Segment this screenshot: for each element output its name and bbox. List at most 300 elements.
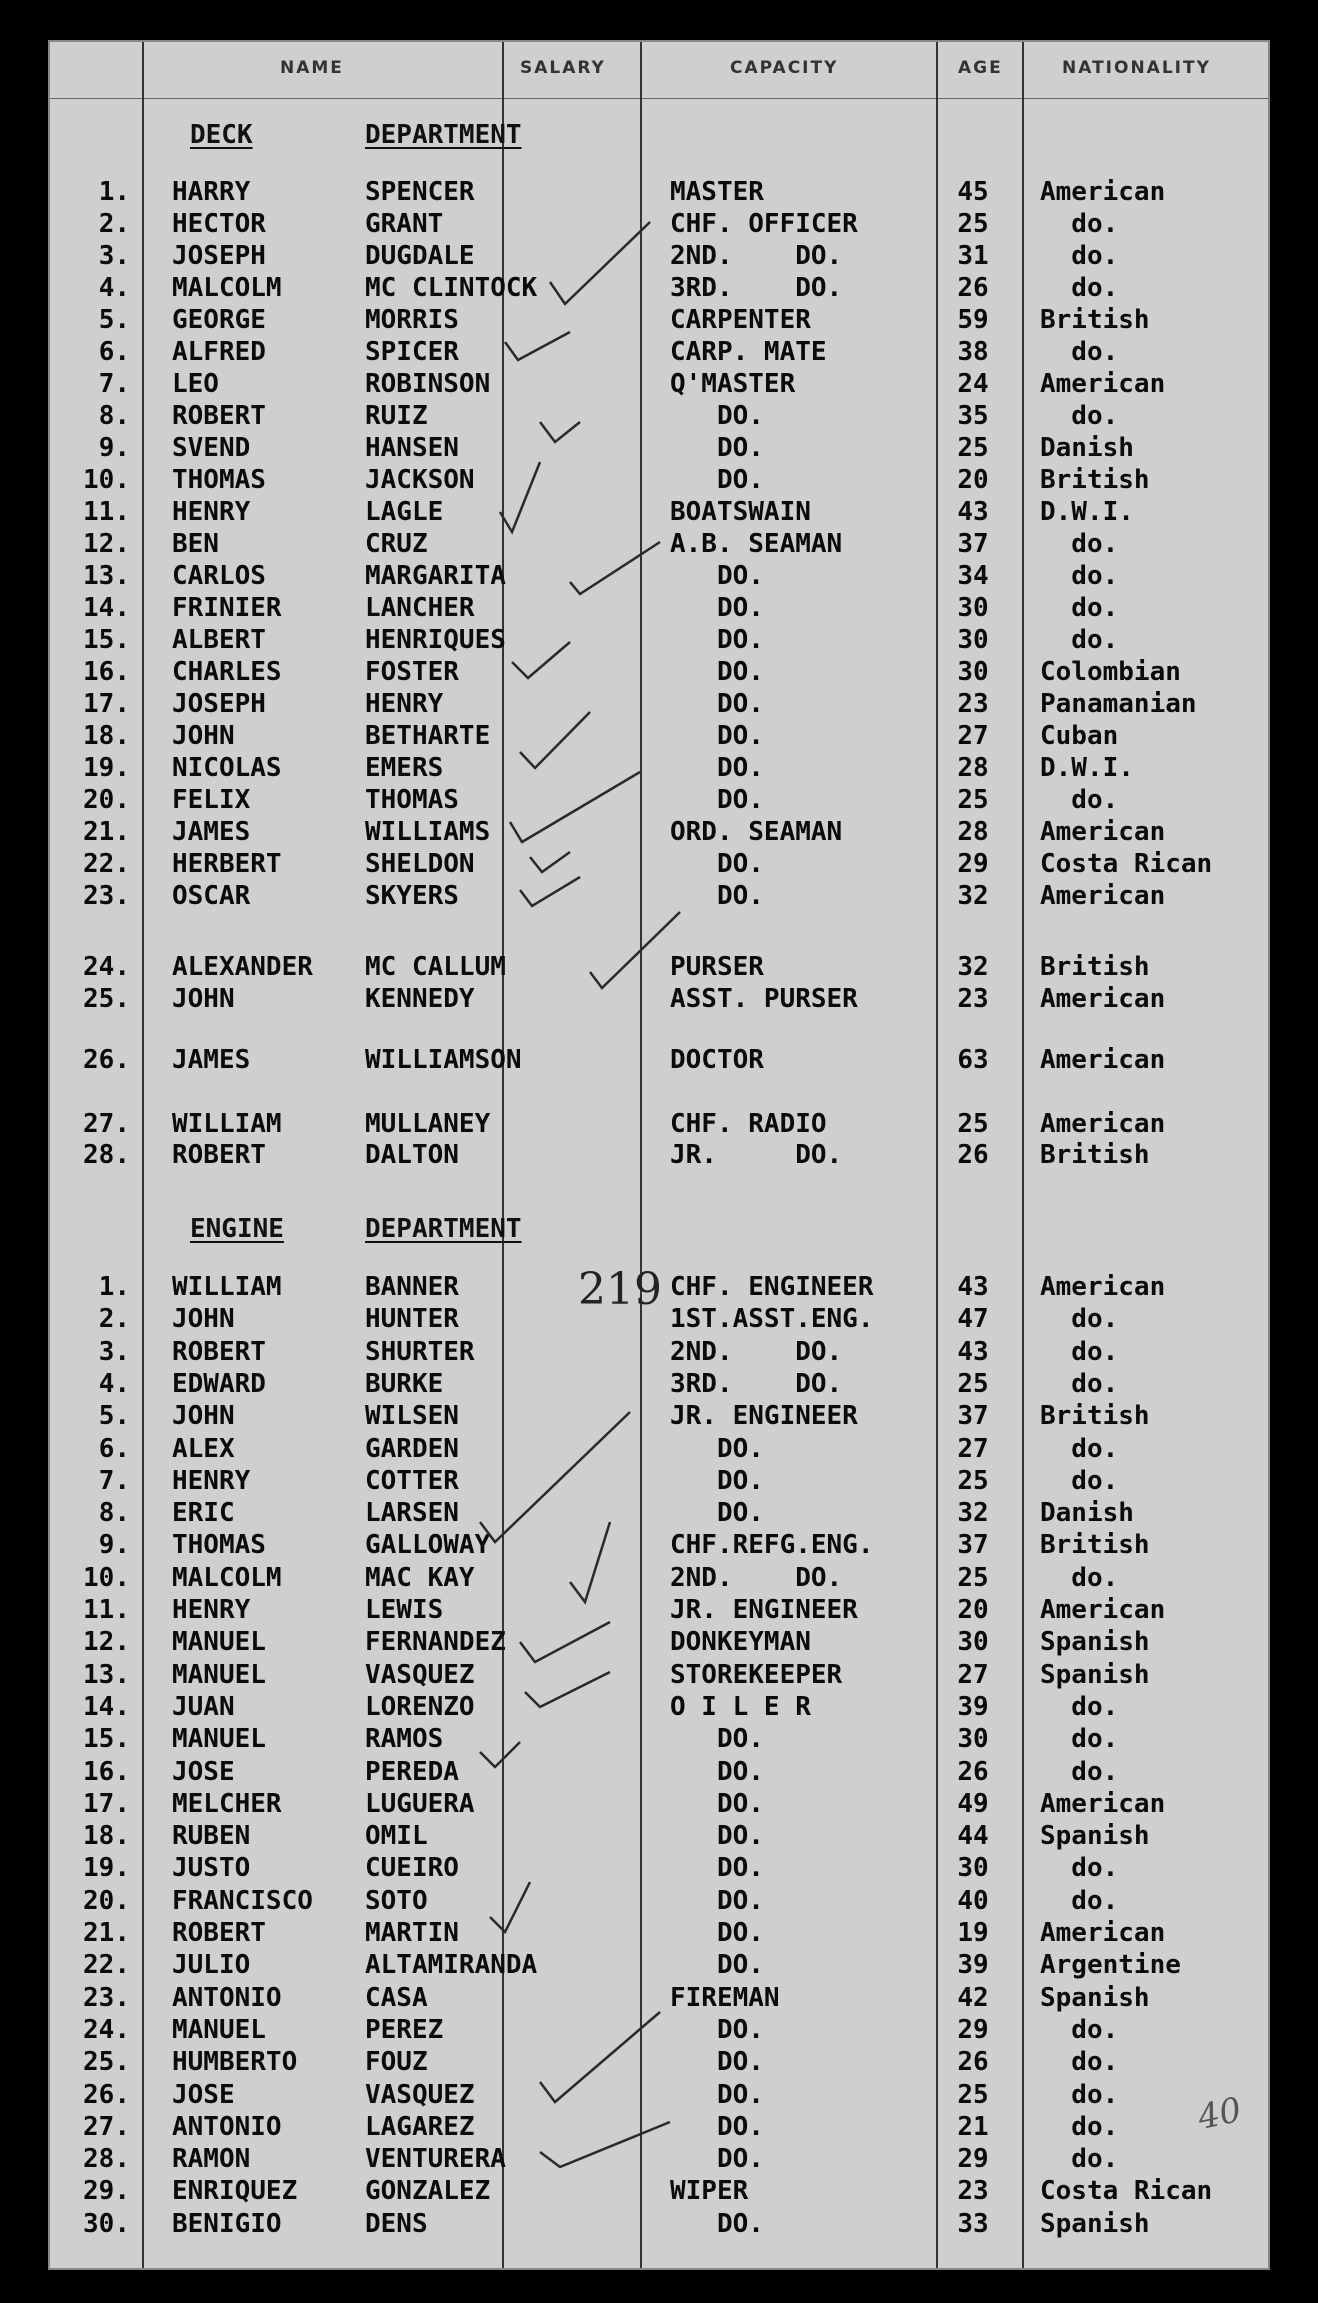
first-name: FELIX	[172, 785, 251, 815]
row-number: 18.	[83, 721, 130, 751]
nationality: Spanish	[1040, 1982, 1150, 2013]
row-number: 10.	[83, 465, 130, 495]
age: 45	[957, 177, 989, 207]
nationality: British	[1040, 952, 1150, 982]
row-number: 6.	[98, 337, 130, 367]
last-name: RUIZ	[365, 401, 428, 431]
age: 34	[957, 561, 989, 591]
last-name: GARDEN	[365, 1433, 459, 1464]
last-name: SPENCER	[365, 177, 475, 207]
row-number: 8.	[98, 1498, 130, 1529]
age: 25	[957, 785, 989, 815]
capacity: DO.	[670, 2047, 764, 2078]
nationality: do.	[1040, 241, 1119, 271]
row-number: 27.	[83, 1109, 130, 1139]
capacity: DO.	[670, 1498, 764, 1529]
first-name: ALEX	[172, 1433, 235, 1464]
row-number: 16.	[83, 1756, 130, 1787]
nationality: do.	[1040, 209, 1119, 239]
deck-title-b: DEPARTMENT	[365, 120, 522, 150]
capacity: DO.	[670, 593, 764, 623]
row-number: 30.	[83, 2208, 130, 2239]
row-number: 15.	[83, 625, 130, 655]
last-name: CRUZ	[365, 529, 428, 559]
capacity: DO.	[670, 753, 764, 783]
age: 43	[957, 1336, 989, 1367]
row-number: 7.	[98, 369, 130, 399]
row-number: 2.	[98, 209, 130, 239]
nationality: Argentine	[1040, 1950, 1181, 1981]
first-name: OSCAR	[172, 881, 251, 911]
deck-title-a: DECK	[190, 120, 253, 150]
capacity: BOATSWAIN	[670, 497, 811, 527]
row-number: 5.	[98, 1401, 130, 1432]
nationality: American	[1040, 881, 1166, 911]
last-name: FOUZ	[365, 2047, 428, 2078]
capacity: 3RD. DO.	[670, 1368, 843, 1399]
table-row	[50, 209, 1268, 241]
row-number: 12.	[83, 1627, 130, 1658]
age: 47	[957, 1304, 989, 1335]
age: 31	[957, 241, 989, 271]
capacity: CHF. OFFICER	[670, 209, 858, 239]
row-number: 11.	[83, 497, 130, 527]
capacity: DO.	[670, 1788, 764, 1819]
pencil-note: 40	[1194, 2089, 1245, 2139]
age: 26	[957, 1756, 989, 1787]
table-row	[50, 1369, 1268, 1401]
header-age: AGE	[958, 58, 1003, 78]
first-name: JOSE	[172, 2079, 235, 2110]
row-number: 25.	[83, 984, 130, 1014]
row-number: 11.	[83, 1595, 130, 1625]
last-name: SPICER	[365, 337, 459, 367]
header-name: NAME	[280, 58, 344, 78]
table-row	[50, 2047, 1268, 2079]
capacity: ORD. SEAMAN	[670, 817, 843, 847]
capacity: WIPER	[670, 2176, 749, 2207]
first-name: WILLIAM	[172, 1109, 282, 1139]
row-number: 17.	[83, 689, 130, 719]
row-number: 4.	[98, 273, 130, 303]
row-number: 26.	[83, 1045, 130, 1075]
age: 37	[957, 1401, 989, 1432]
row-number: 13.	[83, 1659, 130, 1690]
last-name: DUGDALE	[365, 241, 475, 271]
manifest-sheet	[48, 40, 1270, 2270]
capacity: DO.	[670, 2208, 764, 2239]
table-row	[50, 2112, 1268, 2144]
table-row	[50, 1853, 1268, 1885]
capacity: 1ST.ASST.ENG.	[670, 1304, 874, 1335]
first-name: BEN	[172, 529, 219, 559]
last-name: WILLIAMSON	[365, 1045, 522, 1075]
row-number: 28.	[83, 2144, 130, 2175]
table-row	[50, 2080, 1268, 2112]
nationality: American	[1040, 1045, 1166, 1075]
capacity: DO.	[670, 465, 764, 495]
age: 27	[957, 1659, 989, 1690]
row-number: 17.	[83, 1788, 130, 1819]
last-name: SHELDON	[365, 849, 475, 879]
nationality: Danish	[1040, 433, 1134, 463]
capacity: DO.	[670, 1885, 764, 1916]
age: 44	[957, 1821, 989, 1852]
first-name: ALBERT	[172, 625, 266, 655]
nationality: American	[1040, 1918, 1166, 1948]
first-name: ROBERT	[172, 1918, 266, 1948]
first-name: MELCHER	[172, 1788, 282, 1819]
nationality: do.	[1040, 1304, 1119, 1335]
row-number: 19.	[83, 1853, 130, 1884]
table-row	[50, 1045, 1268, 1077]
table-row	[50, 465, 1268, 497]
age: 33	[957, 2208, 989, 2239]
table-row	[50, 689, 1268, 721]
age: 26	[957, 2047, 989, 2078]
table-row	[50, 1401, 1268, 1433]
table-row	[50, 1140, 1268, 1172]
capacity: 2ND. DO.	[670, 1336, 843, 1367]
age: 43	[957, 1272, 989, 1302]
nationality: do.	[1040, 1885, 1119, 1916]
table-row	[50, 721, 1268, 753]
first-name: ANTONIO	[172, 2111, 282, 2142]
last-name: MC CALLUM	[365, 952, 506, 982]
row-number: 3.	[98, 241, 130, 271]
capacity: JR. ENGINEER	[670, 1401, 858, 1432]
table-row	[50, 1886, 1268, 1918]
table-row	[50, 1337, 1268, 1369]
age: 30	[957, 1627, 989, 1658]
last-name: MARTIN	[365, 1918, 459, 1948]
nationality: do.	[1040, 1336, 1119, 1367]
last-name: BURKE	[365, 1368, 444, 1399]
row-number: 8.	[98, 401, 130, 431]
row-number: 6.	[98, 1433, 130, 1464]
table-row	[50, 273, 1268, 305]
capacity: JR. ENGINEER	[670, 1595, 858, 1625]
age: 29	[957, 2144, 989, 2175]
nationality: do.	[1040, 273, 1119, 303]
table-row	[50, 1821, 1268, 1853]
row-number: 10.	[83, 1562, 130, 1593]
capacity: A.B. SEAMAN	[670, 529, 843, 559]
last-name: PEREDA	[365, 1756, 459, 1787]
row-number: 15.	[83, 1724, 130, 1755]
age: 28	[957, 753, 989, 783]
nationality: British	[1040, 305, 1150, 335]
nationality: do.	[1040, 1465, 1119, 1496]
nationality: British	[1040, 465, 1150, 495]
last-name: PEREZ	[365, 2014, 444, 2045]
capacity: CHF. RADIO	[670, 1109, 827, 1139]
age: 25	[957, 2079, 989, 2110]
age: 19	[957, 1918, 989, 1948]
first-name: MANUEL	[172, 1659, 266, 1690]
capacity: DO.	[670, 1465, 764, 1496]
table-row	[50, 1595, 1268, 1627]
age: 30	[957, 1724, 989, 1755]
last-name: BETHARTE	[365, 721, 491, 751]
nationality: American	[1040, 1109, 1166, 1139]
stamped-number: 219	[578, 1264, 662, 1315]
capacity: DO.	[670, 721, 764, 751]
capacity: FIREMAN	[670, 1982, 780, 2013]
header-capacity: CAPACITY	[730, 58, 839, 78]
table-row	[50, 1660, 1268, 1692]
last-name: SHURTER	[365, 1336, 475, 1367]
row-number: 7.	[98, 1465, 130, 1496]
row-number: 28.	[83, 1140, 130, 1170]
row-number: 21.	[83, 817, 130, 847]
age: 39	[957, 1691, 989, 1722]
age: 42	[957, 1982, 989, 2013]
first-name: JAMES	[172, 817, 251, 847]
nationality: American	[1040, 1272, 1166, 1302]
table-row	[50, 1627, 1268, 1659]
nationality: American	[1040, 369, 1166, 399]
nationality: American	[1040, 177, 1166, 207]
row-number: 1.	[98, 177, 130, 207]
last-name: HUNTER	[365, 1304, 459, 1335]
nationality: Panamanian	[1040, 689, 1197, 719]
last-name: GALLOWAY	[365, 1530, 491, 1561]
capacity: DO.	[670, 785, 764, 815]
age: 28	[957, 817, 989, 847]
nationality: British	[1040, 1140, 1150, 1170]
capacity: DO.	[670, 881, 764, 911]
capacity: O I L E R	[670, 1691, 811, 1722]
last-name: LAGAREZ	[365, 2111, 475, 2142]
row-number: 29.	[83, 2176, 130, 2207]
nationality: do.	[1040, 1691, 1119, 1722]
age: 59	[957, 305, 989, 335]
capacity: DO.	[670, 2014, 764, 2045]
age: 30	[957, 1853, 989, 1884]
table-row	[50, 657, 1268, 689]
capacity: 2ND. DO.	[670, 241, 843, 271]
first-name: JOSEPH	[172, 689, 266, 719]
table-row	[50, 881, 1268, 913]
first-name: HARRY	[172, 177, 251, 207]
nationality: do.	[1040, 785, 1119, 815]
row-number: 2.	[98, 1304, 130, 1335]
capacity: DO.	[670, 689, 764, 719]
first-name: MALCOLM	[172, 273, 282, 303]
last-name: KENNEDY	[365, 984, 475, 1014]
first-name: FRANCISCO	[172, 1885, 313, 1916]
table-row	[50, 401, 1268, 433]
last-name: LEWIS	[365, 1595, 444, 1625]
table-row	[50, 1789, 1268, 1821]
table-row	[50, 1692, 1268, 1724]
first-name: ROBERT	[172, 401, 266, 431]
capacity: DO.	[670, 2144, 764, 2175]
nationality: do.	[1040, 561, 1119, 591]
last-name: HENRY	[365, 689, 444, 719]
nationality: Spanish	[1040, 1821, 1150, 1852]
table-row	[50, 1563, 1268, 1595]
column-header-row	[50, 42, 1268, 104]
age: 40	[957, 1885, 989, 1916]
last-name: MULLANEY	[365, 1109, 491, 1139]
last-name: WILSEN	[365, 1401, 459, 1432]
nationality: do.	[1040, 1853, 1119, 1884]
table-row	[50, 2209, 1268, 2241]
last-name: LAGLE	[365, 497, 444, 527]
first-name: THOMAS	[172, 1530, 266, 1561]
age: 27	[957, 1433, 989, 1464]
row-number: 1.	[98, 1272, 130, 1302]
table-row	[50, 2015, 1268, 2047]
first-name: ERIC	[172, 1498, 235, 1529]
first-name: HUMBERTO	[172, 2047, 298, 2078]
table-row	[50, 753, 1268, 785]
capacity: DOCTOR	[670, 1045, 764, 1075]
nationality: do.	[1040, 401, 1119, 431]
row-number: 22.	[83, 1950, 130, 1981]
last-name: VASQUEZ	[365, 1659, 475, 1690]
capacity: 3RD. DO.	[670, 273, 843, 303]
nationality: Colombian	[1040, 657, 1181, 687]
table-row	[50, 529, 1268, 561]
nationality: British	[1040, 1530, 1150, 1561]
nationality: do.	[1040, 2047, 1119, 2078]
row-number: 12.	[83, 529, 130, 559]
first-name: EDWARD	[172, 1368, 266, 1399]
table-row	[50, 177, 1268, 209]
capacity: 2ND. DO.	[670, 1562, 843, 1593]
first-name: JUAN	[172, 1691, 235, 1722]
table-row	[50, 1530, 1268, 1562]
table-row	[50, 561, 1268, 593]
capacity: DONKEYMAN	[670, 1627, 811, 1658]
first-name: WILLIAM	[172, 1272, 282, 1302]
nationality: do.	[1040, 2014, 1119, 2045]
row-number: 21.	[83, 1918, 130, 1948]
last-name: LORENZO	[365, 1691, 475, 1722]
table-row	[50, 817, 1268, 849]
table-row	[50, 1498, 1268, 1530]
age: 20	[957, 465, 989, 495]
capacity: DO.	[670, 433, 764, 463]
capacity: DO.	[670, 849, 764, 879]
row-number: 5.	[98, 305, 130, 335]
last-name: WILLIAMS	[365, 817, 491, 847]
last-name: EMERS	[365, 753, 444, 783]
nationality: Danish	[1040, 1498, 1134, 1529]
capacity: DO.	[670, 1724, 764, 1755]
table-row	[50, 1950, 1268, 1982]
table-row	[50, 1918, 1268, 1950]
first-name: FRINIER	[172, 593, 282, 623]
last-name: FERNANDEZ	[365, 1627, 506, 1658]
nationality: Spanish	[1040, 2208, 1150, 2239]
last-name: SOTO	[365, 1885, 428, 1916]
table-row	[50, 369, 1268, 401]
table-row	[50, 849, 1268, 881]
first-name: MANUEL	[172, 1724, 266, 1755]
age: 39	[957, 1950, 989, 1981]
table-row	[50, 1434, 1268, 1466]
row-number: 13.	[83, 561, 130, 591]
header-salary: SALARY	[520, 58, 606, 78]
age: 23	[957, 689, 989, 719]
capacity: CHF.REFG.ENG.	[670, 1530, 874, 1561]
first-name: HERBERT	[172, 849, 282, 879]
last-name: ROBINSON	[365, 369, 491, 399]
table-row	[50, 625, 1268, 657]
age: 63	[957, 1045, 989, 1075]
nationality: do.	[1040, 625, 1119, 655]
nationality: do.	[1040, 1724, 1119, 1755]
capacity: DO.	[670, 1853, 764, 1884]
last-name: CUEIRO	[365, 1853, 459, 1884]
age: 25	[957, 1368, 989, 1399]
table-row	[50, 241, 1268, 273]
last-name: VASQUEZ	[365, 2079, 475, 2110]
last-name: RAMOS	[365, 1724, 444, 1755]
first-name: LEO	[172, 369, 219, 399]
capacity: JR. DO.	[670, 1140, 843, 1170]
capacity: STOREKEEPER	[670, 1659, 843, 1690]
first-name: ROBERT	[172, 1336, 266, 1367]
table-row	[50, 497, 1268, 529]
last-name: HANSEN	[365, 433, 459, 463]
nationality: American	[1040, 984, 1166, 1014]
last-name: VENTURERA	[365, 2144, 506, 2175]
last-name: DENS	[365, 2208, 428, 2239]
first-name: MANUEL	[172, 2014, 266, 2045]
nationality: do.	[1040, 2111, 1119, 2142]
first-name: GEORGE	[172, 305, 266, 335]
age: 25	[957, 1562, 989, 1593]
nationality: British	[1040, 1401, 1150, 1432]
nationality: Spanish	[1040, 1659, 1150, 1690]
first-name: JOSE	[172, 1756, 235, 1787]
table-row	[50, 1983, 1268, 2015]
age: 20	[957, 1595, 989, 1625]
nationality: do.	[1040, 1756, 1119, 1787]
age: 29	[957, 2014, 989, 2045]
table-row	[50, 593, 1268, 625]
nationality: do.	[1040, 1368, 1119, 1399]
first-name: HENRY	[172, 1465, 251, 1496]
last-name: LARSEN	[365, 1498, 459, 1529]
row-number: 24.	[83, 2014, 130, 2045]
table-row	[50, 433, 1268, 465]
row-number: 4.	[98, 1368, 130, 1399]
age: 29	[957, 849, 989, 879]
first-name: HENRY	[172, 497, 251, 527]
age: 32	[957, 952, 989, 982]
capacity: Q'MASTER	[670, 369, 796, 399]
row-number: 23.	[83, 881, 130, 911]
table-row	[50, 305, 1268, 337]
age: 27	[957, 721, 989, 751]
row-number: 20.	[83, 1885, 130, 1916]
row-number: 20.	[83, 785, 130, 815]
nationality: do.	[1040, 2079, 1119, 2110]
first-name: ENRIQUEZ	[172, 2176, 298, 2207]
engine-title-b: DEPARTMENT	[365, 1214, 522, 1244]
last-name: MC CLINTOCK	[365, 273, 538, 303]
age: 26	[957, 1140, 989, 1170]
first-name: RUBEN	[172, 1821, 251, 1852]
first-name: JOSEPH	[172, 241, 266, 271]
last-name: LUGUERA	[365, 1788, 475, 1819]
